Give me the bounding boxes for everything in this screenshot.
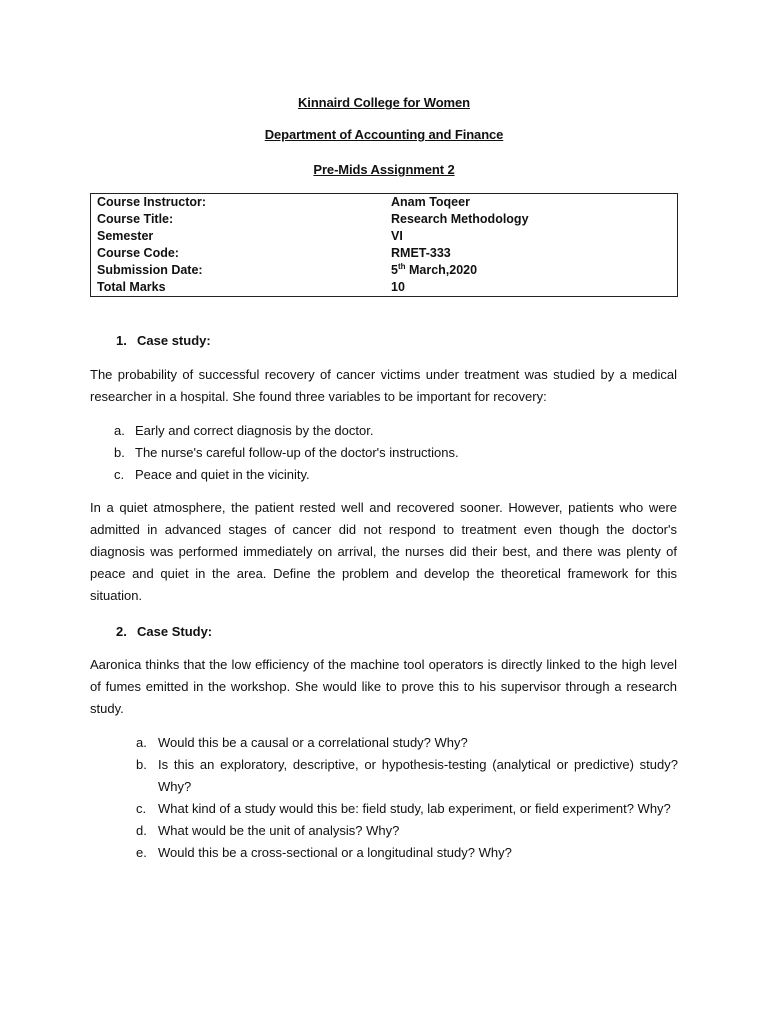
list-item (114, 442, 654, 464)
table-row (91, 194, 678, 212)
table-row (91, 262, 678, 279)
list-marker: b. (136, 757, 147, 772)
course-code-value: RMET-333 (391, 246, 451, 260)
list-item-text: The nurse's careful follow-up of the doctor's instructions. (135, 445, 459, 460)
submission-day: 5 (391, 263, 398, 277)
table-row (91, 279, 678, 297)
section-1-number: 1. (116, 333, 127, 348)
course-code-label: Course Code: (97, 246, 179, 260)
list-marker: c. (114, 467, 125, 482)
section-1-title (116, 333, 211, 348)
submission-date-value (385, 262, 678, 279)
submission-day-suffix: th (397, 261, 406, 271)
section-1-title-text: Case study: (137, 333, 211, 348)
submission-date-label: Submission Date: (97, 263, 203, 277)
list-item (136, 798, 678, 820)
course-title-label: Course Title: (97, 212, 174, 226)
submission-month-year: March,2020 (405, 263, 478, 277)
list-marker: c. (136, 801, 147, 816)
section-1-body: In a quiet atmosphere, the patient rested well and recovered sooner. However, patients who were admitted in advanced stages of cancer did not respond to treatment even though the doctor's diagnosis was performed immediately on arrival, the nurses did their best, and there was plenty of peace and quiet in the area. Define the problem and develop the theoretical framework for this situation. (90, 500, 677, 603)
department-name: Department of Accounting and Finance (264, 127, 504, 142)
list-item (114, 464, 654, 486)
section-1-intro: The probability of successful recovery of cancer victims under treatment was studied by a medical researcher in a hospital. She found three variables to be important for recovery: (90, 367, 677, 404)
section-2-intro: Aaronica thinks that the low efficiency of the machine tool operators is directly linked to the high level of fumes emitted in the workshop. She would like to prove this to his supervisor through a research study. (90, 657, 677, 716)
semester-label: Semester (97, 229, 154, 243)
course-instructor-value: Anam Toqeer (391, 195, 470, 209)
section-2-number: 2. (116, 624, 127, 639)
list-item (136, 732, 678, 754)
list-marker: b. (114, 445, 125, 460)
list-marker: d. (136, 823, 147, 838)
list-item-text: Would this be a cross-sectional or a longitudinal study? Why? (158, 845, 512, 860)
list-marker: a. (114, 423, 125, 438)
list-marker: a. (136, 735, 147, 750)
list-item (136, 842, 678, 864)
list-item (136, 754, 678, 798)
course-info-table (90, 193, 678, 297)
section-2-title-text: Case Study: (137, 624, 213, 639)
course-title-value: Research Methodology (391, 212, 529, 226)
total-marks-label: Total Marks (97, 280, 166, 294)
list-item-text: Would this be a causal or a correlational study? Why? (158, 735, 468, 750)
list-item (114, 420, 654, 442)
list-item (136, 820, 678, 842)
table-row (91, 245, 678, 262)
assignment-title: Pre-Mids Assignment 2 (313, 162, 455, 177)
list-marker: e. (136, 845, 147, 860)
section-1-list (114, 420, 654, 486)
table-row (91, 228, 678, 245)
college-name: Kinnaird College for Women (298, 95, 470, 110)
list-item-text: What kind of a study would this be: field study, lab experiment, or field experiment? Why? (158, 801, 671, 816)
table-row (91, 211, 678, 228)
semester-value: VI (391, 229, 403, 243)
list-item-text: Is this an exploratory, descriptive, or hypothesis-testing (analytical or predictive) study? Why? (158, 757, 678, 794)
section-2-list (136, 732, 678, 864)
total-marks-value: 10 (391, 280, 405, 294)
list-item-text: What would be the unit of analysis? Why? (158, 823, 400, 838)
course-instructor-label: Course Instructor: (97, 195, 207, 209)
list-item-text: Early and correct diagnosis by the doctor. (135, 423, 374, 438)
section-2-title (116, 624, 212, 639)
list-item-text: Peace and quiet in the vicinity. (135, 467, 310, 482)
